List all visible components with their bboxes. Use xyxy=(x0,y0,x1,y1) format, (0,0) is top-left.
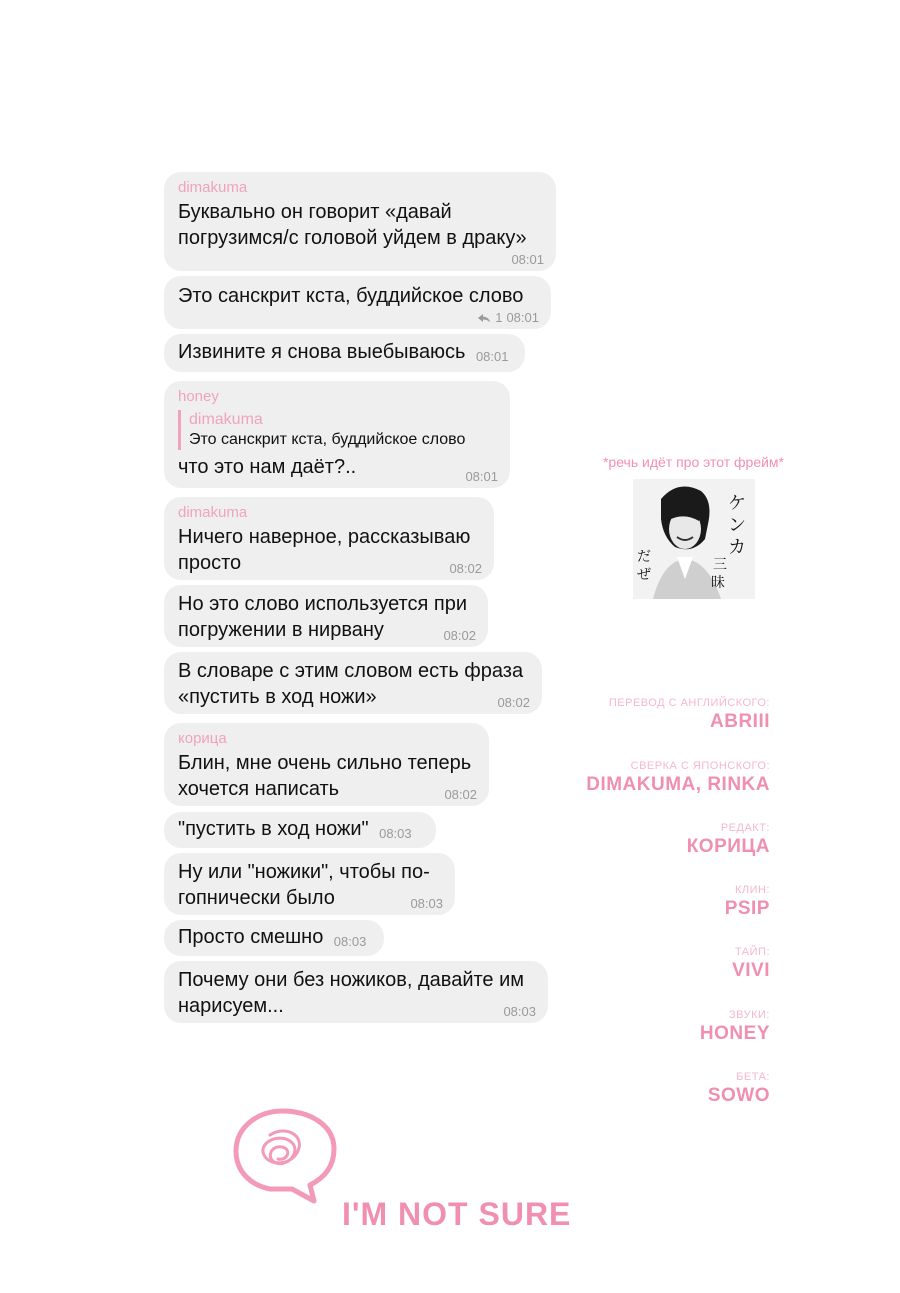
message-text: "пустить в ход ножи" xyxy=(178,818,369,840)
message-bubble[interactable] xyxy=(164,276,551,329)
message-text: Просто смешно xyxy=(178,926,324,948)
svg-text:昧: 昧 xyxy=(711,575,725,591)
credit-block xyxy=(560,759,770,797)
credit-name: VIVI xyxy=(732,960,770,981)
credit-block xyxy=(560,821,770,859)
speech-bubble-scribble-icon xyxy=(230,1105,340,1205)
credit-name: PSIP xyxy=(724,898,770,919)
sender-name: dimakuma xyxy=(178,504,248,521)
credit-name: ABRIII xyxy=(710,711,770,732)
message-text: Но это слово используется при погружении в нирвану xyxy=(178,593,468,641)
credit-role: ТАЙП: xyxy=(734,946,770,958)
message-bubble[interactable] xyxy=(164,334,525,372)
message-text: Это санскрит кста, буддийское слово xyxy=(178,285,524,307)
message-bubble[interactable] xyxy=(164,961,548,1023)
credit-role: ЗВУКИ: xyxy=(729,1009,770,1021)
credit-role: КЛИН: xyxy=(734,884,770,896)
message-bubble[interactable] xyxy=(164,497,494,580)
message-bubble[interactable] xyxy=(164,172,556,271)
reply-count: 1 xyxy=(495,310,503,325)
message-time: 08:01 xyxy=(465,469,498,484)
credit-name: SOWO xyxy=(707,1085,770,1106)
credit-role: СВЕРКА С ЯПОНСКОГО: xyxy=(630,760,770,772)
message-text: Почему они без ножиков, давайте им нарисуем... xyxy=(178,969,525,1017)
credit-block xyxy=(560,1008,770,1046)
quoted-sender: dimakuma xyxy=(189,411,263,428)
message-time: 08:03 xyxy=(503,1004,536,1019)
sender-name: dimakuma xyxy=(178,179,248,196)
credit-role: ПЕРЕВОД С АНГЛИЙСКОГО: xyxy=(608,697,770,709)
message-bubble[interactable] xyxy=(164,585,488,647)
message-bubble[interactable] xyxy=(164,652,542,714)
credit-block xyxy=(560,696,770,734)
message-time: 08:01 xyxy=(511,252,544,267)
sender-name: honey xyxy=(178,388,219,405)
message-bubble[interactable] xyxy=(164,853,455,915)
message-time: 08:03 xyxy=(410,896,443,911)
reply-arrow-icon xyxy=(477,313,491,323)
reply-indicator[interactable] xyxy=(477,310,539,325)
message-text: что это нам даёт?.. xyxy=(178,456,357,478)
credit-role: БЕТА: xyxy=(736,1071,770,1083)
credit-name: КОРИЦА xyxy=(686,836,770,857)
message-text: Ничего наверное, рассказываю просто xyxy=(178,526,471,574)
svg-text:だ: だ xyxy=(637,549,651,565)
message-bubble[interactable] xyxy=(164,920,384,956)
message-time: 08:01 xyxy=(475,349,509,364)
svg-text:三: 三 xyxy=(713,557,727,573)
message-time: 08:03 xyxy=(333,934,367,949)
credit-block xyxy=(560,945,770,983)
message-time: 08:02 xyxy=(443,628,476,643)
message-time: 08:03 xyxy=(379,826,412,841)
message-bubble[interactable] xyxy=(164,812,436,848)
message-text: В словаре с этим словом есть фраза «пустить в ход ножи» xyxy=(178,660,524,708)
message-text: Буквально он говорит «давай погрузимся/с головой уйдем в драку» xyxy=(178,201,527,249)
message-text: Ну или "ножики", чтобы по- гопнически было xyxy=(178,861,430,909)
message-time: 08:02 xyxy=(444,787,477,802)
svg-text:カ: カ xyxy=(728,537,746,558)
message-time: 08:02 xyxy=(497,695,530,710)
svg-text:ぜ: ぜ xyxy=(637,567,651,583)
quoted-message[interactable] xyxy=(178,410,496,450)
credit-role: РЕДАКТ: xyxy=(720,822,770,834)
message-text: Блин, мне очень сильно теперь хочется написать xyxy=(178,752,472,800)
manga-frame-image xyxy=(633,479,755,599)
frame-note: *речь идёт про этот фрейм* xyxy=(602,454,784,470)
credit-block xyxy=(560,883,770,921)
credit-name: DIMAKUMA, RINKA xyxy=(586,774,770,795)
sender-name: корица xyxy=(178,730,227,747)
message-time: 08:02 xyxy=(449,561,482,576)
credit-block xyxy=(560,1070,770,1108)
credit-name: HONEY xyxy=(699,1023,770,1044)
message-bubble[interactable] xyxy=(164,723,489,806)
message-bubble[interactable] xyxy=(164,381,510,488)
svg-text:ケ: ケ xyxy=(728,493,746,514)
message-text: Извините я снова выебываюсь xyxy=(178,341,466,363)
brand-logo-text: I'M NOT SURE xyxy=(342,1196,572,1232)
svg-text:ン: ン xyxy=(728,515,746,536)
message-time: 08:01 xyxy=(506,310,539,325)
quoted-text: Это санскрит кста, буддийское слово xyxy=(189,431,466,448)
manga-panel-icon xyxy=(633,479,755,599)
